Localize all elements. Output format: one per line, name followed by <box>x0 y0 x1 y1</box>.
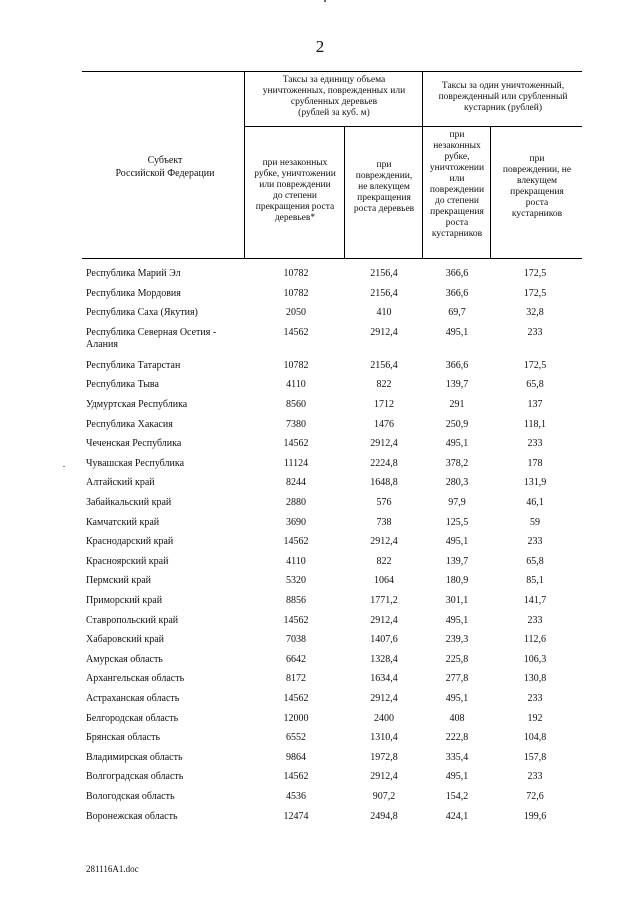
shrub-rate-damage: 178 <box>527 457 543 469</box>
shrub-rate-damage: 192 <box>527 712 543 724</box>
region-name: Ставропольский край <box>86 614 179 626</box>
tree-rate-illegal: 7380 <box>286 418 306 430</box>
table-top-border <box>82 71 582 72</box>
shrub-rate-illegal: 139,7 <box>445 555 469 567</box>
tree-rate-damage: 1328,4 <box>370 653 398 665</box>
group-divider-line <box>244 126 582 127</box>
tree-rate-damage: 1771,2 <box>370 595 398 606</box>
shrub-rate-illegal: 154,2 <box>445 791 469 802</box>
shrub-rate-damage: 46,1 <box>526 497 544 508</box>
tree-rate-illegal: 12474 <box>283 810 309 822</box>
region-name: Республика Тыва <box>86 379 159 391</box>
tree-rate-illegal: 10782 <box>283 287 309 299</box>
tree-rate-damage: 1310,4 <box>370 732 398 744</box>
column-divider-1 <box>244 71 245 259</box>
header-trees-group: Таксы за единицу объема уничтоженных, поврежденных или срубленных деревьев (рублей за куб. м) <box>262 75 406 118</box>
shrub-rate-damage: 199,6 <box>523 810 547 822</box>
scan-mark <box>63 466 65 467</box>
shrub-rate-illegal: 366,6 <box>445 359 469 371</box>
shrub-rate-illegal: 495,1 <box>445 326 469 338</box>
tree-rate-illegal: 8244 <box>286 477 306 489</box>
tree-rate-illegal: 9864 <box>286 751 306 763</box>
shrub-rate-damage: 65,8 <box>526 555 544 567</box>
shrub-rate-damage: 130,8 <box>523 673 547 685</box>
header-shrubs-damage: при повреждении, не влекущем прекращения роста кустарников <box>502 154 572 219</box>
tree-rate-damage: 2494,8 <box>370 810 398 822</box>
tree-rate-damage: 1407,6 <box>370 634 398 646</box>
tree-rate-illegal: 8560 <box>286 399 306 410</box>
tree-rate-illegal: 3690 <box>286 516 306 528</box>
tree-rate-damage: 2156,4 <box>370 268 398 279</box>
region-name: Камчатский край <box>86 516 160 528</box>
shrub-rate-damage: 85,1 <box>526 575 544 587</box>
shrub-rate-damage: 65,8 <box>526 379 544 391</box>
tree-rate-damage: 2912,4 <box>370 326 398 338</box>
region-name: Республика Татарстан <box>86 359 181 371</box>
tree-rate-damage: 738 <box>376 516 392 528</box>
region-name: Воронежская область <box>86 810 178 822</box>
shrub-rate-damage: 233 <box>527 614 543 626</box>
region-name: Республика Мордовия <box>86 287 181 299</box>
region-name: Удмуртская Республика <box>86 399 188 410</box>
page-number: 2 <box>315 37 325 56</box>
shrub-rate-illegal: 301,1 <box>445 595 469 606</box>
region-name: Волгоградская область <box>86 771 184 783</box>
tree-rate-illegal: 4110 <box>286 379 306 391</box>
tree-rate-damage: 2912,4 <box>370 693 398 704</box>
shrub-rate-damage: 137 <box>527 399 543 410</box>
shrub-rate-illegal: 97,9 <box>448 497 466 508</box>
tree-rate-illegal: 4110 <box>286 555 306 567</box>
shrub-rate-illegal: 495,1 <box>445 693 469 704</box>
tree-rate-damage: 2156,4 <box>370 287 398 299</box>
shrub-rate-illegal: 180,9 <box>445 575 469 587</box>
tree-rate-illegal: 14562 <box>283 326 309 338</box>
shrub-rate-illegal: 495,1 <box>445 438 469 450</box>
tree-rate-damage: 907,2 <box>372 791 396 802</box>
shrub-rate-damage: 233 <box>527 326 543 338</box>
tree-rate-damage: 2224,8 <box>370 457 398 469</box>
region-name: Алтайский край <box>86 477 155 489</box>
tree-rate-damage: 2912,4 <box>370 614 398 626</box>
tree-rate-damage: 822 <box>376 379 392 391</box>
tree-rate-illegal: 14562 <box>283 693 309 704</box>
shrub-rate-illegal: 222,8 <box>445 732 469 744</box>
shrub-rate-damage: 141,7 <box>523 595 547 606</box>
shrub-rate-damage: 118,1 <box>523 418 547 430</box>
shrub-rate-illegal: 335,4 <box>445 751 469 763</box>
header-shrubs-illegal: при незаконных рубке, уничтожении или повреждении до степени прекращения роста кустарников <box>429 130 485 239</box>
tree-rate-illegal: 8856 <box>286 595 306 606</box>
shrub-rate-illegal: 250,9 <box>445 418 469 430</box>
shrub-rate-illegal: 291 <box>449 399 465 410</box>
region-name: Пермский край <box>86 575 151 587</box>
tree-rate-damage: 2912,4 <box>370 438 398 450</box>
shrub-rate-illegal: 225,8 <box>445 653 469 665</box>
shrub-rate-damage: 59 <box>530 516 540 528</box>
shrub-rate-illegal: 239,3 <box>445 634 469 646</box>
shrub-rate-illegal: 424,1 <box>445 810 469 822</box>
region-name: Красноярский край <box>86 555 169 567</box>
shrub-rate-damage: 104,8 <box>523 732 547 744</box>
shrub-rate-damage: 172,5 <box>523 287 547 299</box>
shrub-rate-illegal: 495,1 <box>445 771 469 783</box>
tree-rate-damage: 1712 <box>374 399 394 410</box>
tree-rate-illegal: 6552 <box>286 732 306 744</box>
region-name: Республика Хакасия <box>86 418 173 430</box>
table-header-bottom-border <box>82 258 582 259</box>
region-name: Республика Северная Осетия - Алания <box>86 326 217 350</box>
shrub-rate-illegal: 277,8 <box>445 673 469 685</box>
tree-rate-illegal: 10782 <box>283 359 309 371</box>
shrub-rate-illegal: 378,2 <box>445 457 469 469</box>
shrub-rate-damage: 233 <box>527 438 543 450</box>
region-name: Республика Марий Эл <box>86 268 181 279</box>
header-subject: Субъект Российской Федерации <box>115 155 215 179</box>
tree-rate-illegal: 5320 <box>286 575 306 587</box>
tree-rate-damage: 1064 <box>374 575 394 587</box>
shrub-rate-damage: 131,9 <box>523 477 547 489</box>
shrub-rate-damage: 72,6 <box>526 791 544 802</box>
tree-rate-illegal: 14562 <box>283 614 309 626</box>
column-divider-2 <box>344 126 345 259</box>
tree-rate-illegal: 10782 <box>283 268 309 279</box>
tree-rate-damage: 1634,4 <box>370 673 398 685</box>
region-name: Владимирская область <box>86 751 183 763</box>
tree-rate-damage: 1648,8 <box>370 477 398 489</box>
shrub-rate-illegal: 125,5 <box>445 516 469 528</box>
tree-rate-damage: 410 <box>376 307 392 319</box>
tree-rate-illegal: 2880 <box>286 497 306 508</box>
tree-rate-damage: 822 <box>376 555 392 567</box>
region-name: Астраханская область <box>86 693 180 704</box>
column-divider-3 <box>422 71 423 259</box>
region-name: Амурская область <box>86 653 163 665</box>
shrub-rate-illegal: 495,1 <box>445 536 469 548</box>
tree-rate-illegal: 6642 <box>286 653 306 665</box>
shrub-rate-illegal: 69,7 <box>448 307 466 319</box>
tree-rate-damage: 576 <box>376 497 392 508</box>
tree-rate-damage: 2912,4 <box>370 536 398 548</box>
shrub-rate-illegal: 495,1 <box>445 614 469 626</box>
region-name: Чеченская Республика <box>86 438 182 450</box>
shrub-rate-damage: 172,5 <box>523 359 547 371</box>
header-trees-illegal: при незаконных рубке, уничтожении или повреждении до степени прекращения роста деревьев* <box>254 158 336 223</box>
scan-mark <box>324 0 326 2</box>
shrub-rate-illegal: 139,7 <box>445 379 469 391</box>
shrub-rate-illegal: 366,6 <box>445 287 469 299</box>
region-name: Республика Саха (Якутия) <box>86 307 198 319</box>
region-name: Краснодарский край <box>86 536 174 548</box>
shrub-rate-illegal: 366,6 <box>445 268 469 279</box>
shrub-rate-damage: 157,8 <box>523 751 547 763</box>
tree-rate-damage: 1476 <box>374 418 394 430</box>
shrub-rate-damage: 233 <box>527 693 543 704</box>
tree-rate-illegal: 12000 <box>283 712 309 724</box>
tree-rate-damage: 2912,4 <box>370 771 398 783</box>
shrub-rate-damage: 233 <box>527 536 543 548</box>
tree-rate-illegal: 11124 <box>283 457 309 469</box>
region-name: Вологодская область <box>86 791 175 802</box>
region-name: Архангельская область <box>86 673 185 685</box>
tree-rate-illegal: 7038 <box>286 634 306 646</box>
tree-rate-illegal: 2050 <box>286 307 306 319</box>
region-name: Забайкальский край <box>86 497 172 508</box>
header-shrubs-group: Таксы за один уничтоженный, поврежденный или срубленный кустарник (рублей) <box>438 81 568 113</box>
shrub-rate-illegal: 280,3 <box>445 477 469 489</box>
tree-rate-illegal: 4536 <box>286 791 306 802</box>
tree-rate-damage: 2156,4 <box>370 359 398 371</box>
column-divider-4 <box>490 126 491 259</box>
tree-rate-damage: 1972,8 <box>370 751 398 763</box>
tree-rate-damage: 2400 <box>374 712 394 724</box>
shrub-rate-damage: 106,3 <box>523 653 547 665</box>
region-name: Чувашская Республика <box>86 457 185 469</box>
tree-rate-illegal: 8172 <box>286 673 306 685</box>
region-name: Приморский край <box>86 595 163 606</box>
shrub-rate-damage: 112,6 <box>523 634 547 646</box>
tree-rate-illegal: 14562 <box>283 771 309 783</box>
shrub-rate-damage: 233 <box>527 771 543 783</box>
region-name: Брянская область <box>86 732 161 744</box>
header-trees-damage: при повреждении, не влекущем прекращения роста деревьев <box>353 160 415 214</box>
tree-rate-illegal: 14562 <box>283 438 309 450</box>
shrub-rate-damage: 32,8 <box>526 307 544 319</box>
shrub-rate-illegal: 408 <box>449 712 465 724</box>
footer-filename: 281116A1.doc <box>86 864 139 874</box>
shrub-rate-damage: 172,5 <box>523 268 547 279</box>
tree-rate-illegal: 14562 <box>283 536 309 548</box>
region-name: Белгородская область <box>86 712 179 724</box>
region-name: Хабаровский край <box>86 634 164 646</box>
